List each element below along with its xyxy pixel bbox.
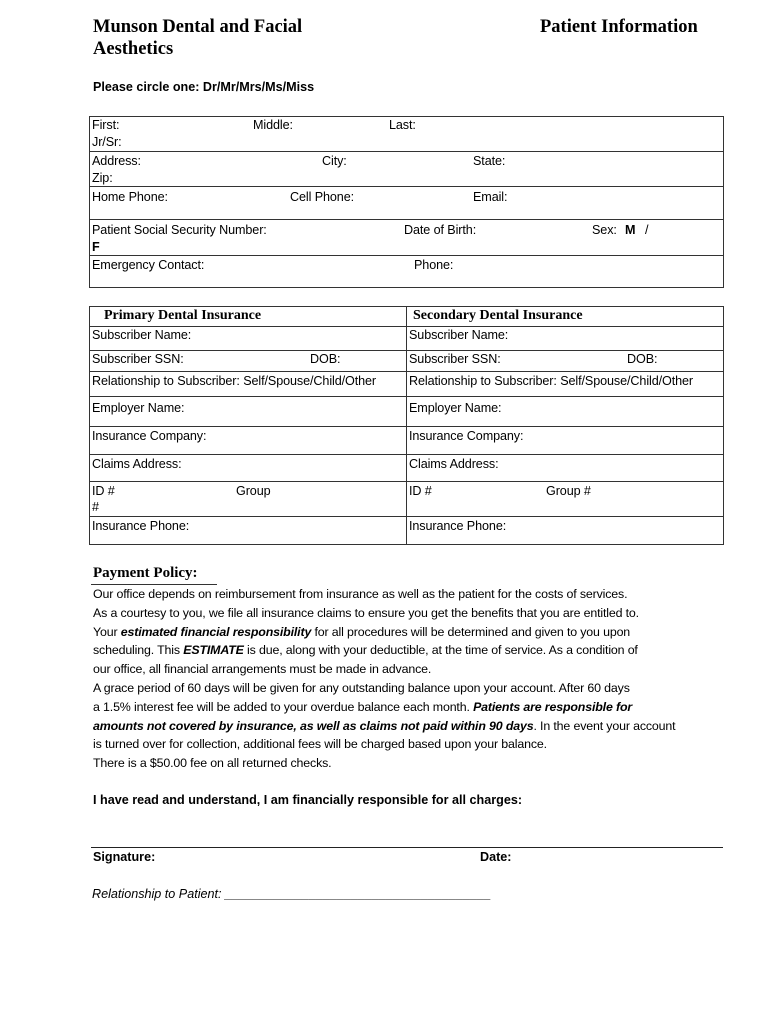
sex-option-f[interactable]: F	[92, 240, 100, 254]
emphasis-text: amounts not covered by insurance, as well as claims not paid within 90 days	[93, 718, 534, 733]
acknowledgement-statement: I have read and understand, I am financially responsible for all charges:	[93, 793, 523, 807]
dob-field[interactable]: Date of Birth:	[404, 223, 477, 237]
emphasis-text: ESTIMATE	[183, 643, 244, 658]
primary-insurance-phone-field[interactable]: Insurance Phone:	[92, 519, 190, 533]
form-title: Patient Information	[540, 17, 698, 37]
relationship-to-patient-field[interactable]: Relationship to Patient: ______________________________________	[92, 887, 492, 901]
primary-employer-field[interactable]: Employer Name:	[92, 401, 185, 415]
primary-group-hash: #	[92, 500, 99, 514]
city-field[interactable]: City:	[322, 154, 347, 168]
secondary-claims-address-field[interactable]: Claims Address:	[409, 457, 499, 471]
sex-option-m[interactable]: M	[625, 223, 636, 237]
primary-insurance-title: Primary Dental Insurance	[104, 308, 262, 323]
emergency-phone-field[interactable]: Phone:	[414, 258, 454, 272]
last-name-field[interactable]: Last:	[389, 118, 416, 132]
primary-group-field[interactable]: Group	[236, 484, 271, 498]
primary-company-field[interactable]: Insurance Company:	[92, 429, 207, 443]
signature-line[interactable]	[91, 847, 723, 848]
row-divider	[89, 426, 724, 427]
secondary-dob-field[interactable]: DOB:	[627, 352, 658, 366]
row-divider	[89, 454, 724, 455]
payment-policy-text	[93, 585, 733, 773]
date-label: Date:	[480, 850, 512, 864]
state-field[interactable]: State:	[473, 154, 506, 168]
secondary-company-field[interactable]: Insurance Company:	[409, 429, 524, 443]
row-divider	[89, 255, 724, 256]
row-divider	[89, 326, 724, 327]
policy-line: Our office depends on reimbursement from insurance as well as the patient for the costs of services.	[93, 587, 628, 601]
policy-line: A grace period of 60 days will be given for any outstanding balance upon your account. After 60 days	[93, 680, 630, 695]
secondary-subscriber-ssn-field[interactable]: Subscriber SSN:	[409, 352, 501, 366]
primary-dob-field[interactable]: DOB:	[310, 352, 341, 366]
primary-subscriber-ssn-field[interactable]: Subscriber SSN:	[92, 352, 184, 366]
row-divider	[89, 186, 724, 187]
row-divider	[89, 371, 724, 372]
secondary-subscriber-name-field[interactable]: Subscriber Name:	[409, 328, 509, 342]
secondary-insurance-title: Secondary Dental Insurance	[413, 308, 583, 323]
payment-policy-title: Payment Policy:	[93, 565, 198, 581]
secondary-id-field[interactable]: ID #	[409, 484, 432, 498]
emergency-contact-field[interactable]: Emergency Contact:	[92, 258, 205, 272]
sex-separator: /	[645, 223, 649, 237]
circle-one-title: Please circle one: Dr/Mr/Mrs/Ms/Miss	[93, 80, 315, 94]
secondary-insurance-phone-field[interactable]: Insurance Phone:	[409, 519, 507, 533]
policy-line: As a courtesy to you, we file all insurance claims to ensure you get the benefits that you are entitled to.	[93, 605, 639, 620]
row-divider	[89, 516, 724, 517]
policy-line: scheduling. This ESTIMATE is due, along with your deductible, at the time of service. As a condition of	[93, 643, 638, 658]
emphasis-text: Patients are responsible for	[473, 699, 633, 714]
policy-line: is turned over for collection, additional fees will be charged based upon your balance.	[93, 737, 547, 752]
policy-line: our office, all financial arrangements must be made in advance.	[93, 662, 432, 677]
signature-label: Signature:	[93, 850, 156, 864]
cell-phone-field[interactable]: Cell Phone:	[290, 190, 355, 204]
secondary-relationship-field[interactable]: Relationship to Subscriber: Self/Spouse/Child/Other	[409, 374, 694, 388]
emphasis-text: estimated financial responsibility	[120, 624, 312, 639]
primary-claims-address-field[interactable]: Claims Address:	[92, 457, 182, 471]
secondary-employer-field[interactable]: Employer Name:	[409, 401, 502, 415]
row-divider	[89, 219, 724, 220]
row-divider	[89, 481, 724, 482]
jr-sr-field[interactable]: Jr/Sr:	[92, 135, 122, 149]
sex-label: Sex:	[592, 223, 617, 237]
primary-id-field[interactable]: ID #	[92, 484, 115, 498]
practice-name-line1: Munson Dental and Facial	[93, 17, 303, 37]
ssn-field[interactable]: Patient Social Security Number:	[92, 223, 267, 237]
row-divider	[89, 396, 724, 397]
practice-name-line2: Aesthetics	[93, 39, 174, 59]
zip-field[interactable]: Zip:	[92, 171, 113, 185]
first-name-field[interactable]: First:	[92, 118, 120, 132]
policy-line: There is a $50.00 fee on all returned checks.	[93, 756, 332, 771]
primary-relationship-field[interactable]: Relationship to Subscriber: Self/Spouse/Child/Other	[92, 374, 377, 388]
address-field[interactable]: Address:	[92, 154, 141, 168]
email-field[interactable]: Email:	[473, 190, 508, 204]
policy-line: amounts not covered by insurance, as well as claims not paid within 90 days. In the event your account	[93, 718, 676, 733]
primary-subscriber-name-field[interactable]: Subscriber Name:	[92, 328, 192, 342]
policy-line: a 1.5% interest fee will be added to your overdue balance each month. Patients are responsible for	[93, 699, 633, 714]
row-divider	[89, 151, 724, 152]
middle-name-field[interactable]: Middle:	[253, 118, 293, 132]
home-phone-field[interactable]: Home Phone:	[92, 190, 168, 204]
policy-line: Your estimated financial responsibility for all procedures will be determined and given to you upon	[93, 624, 631, 639]
row-divider	[89, 350, 724, 351]
secondary-group-field[interactable]: Group #	[546, 484, 591, 498]
